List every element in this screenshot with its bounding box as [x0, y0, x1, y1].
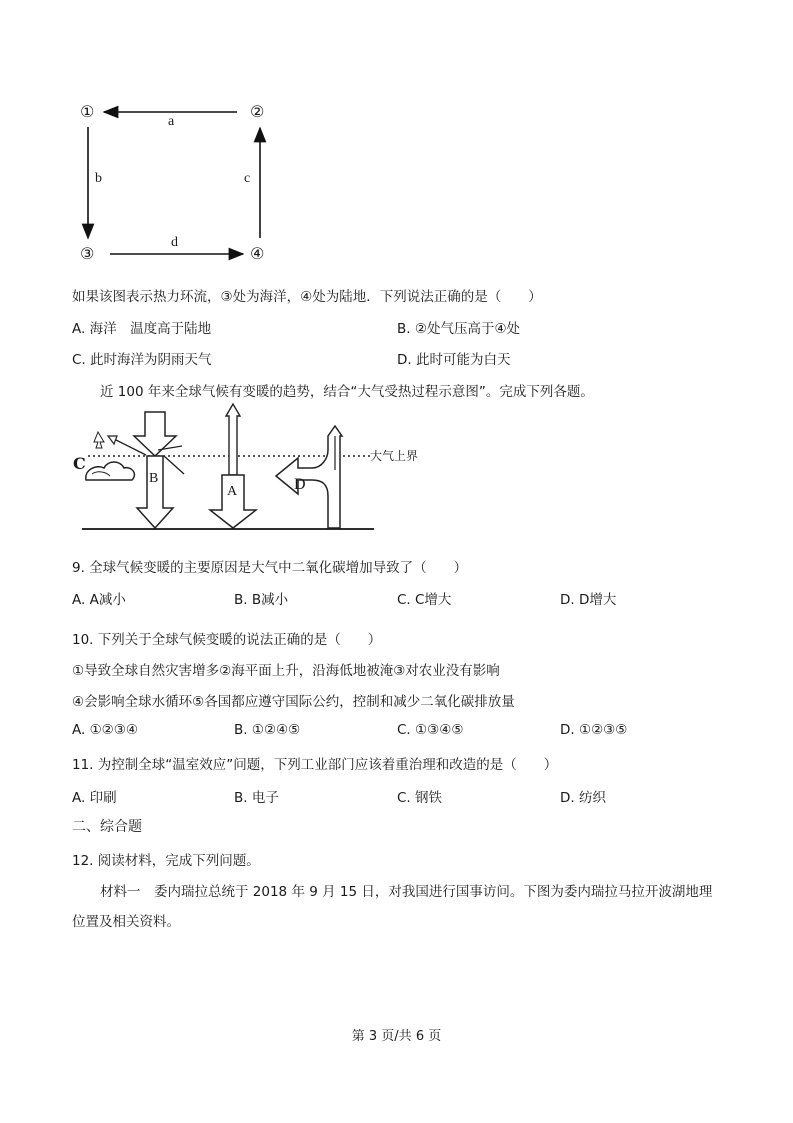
- q11-option-a: A. 印刷: [72, 790, 117, 806]
- q8-option-a: A. 海洋 温度高于陆地: [72, 321, 212, 337]
- circulation-arrows: [0, 0, 793, 300]
- q11-stem: 11. 为控制全球“温室效应”问题，下列工业部门应该着重治理和改造的是（ ）: [72, 757, 558, 773]
- section-heading: 二、综合题: [72, 819, 142, 835]
- diagram-label-a: A: [227, 484, 238, 499]
- q9-stem: 9. 全球气候变暖的主要原因是大气中二氧化碳增加导致了（ ）: [72, 560, 468, 576]
- q12-material-line2: 位置及相关资料。: [72, 914, 180, 930]
- q9-option-b: B. B减小: [234, 592, 289, 608]
- intro-text: 近 100 年来全球气候有变暖的趋势，结合“大气受热过程示意图”。完成下列各题。: [100, 384, 594, 400]
- edge-label-c: c: [244, 171, 251, 186]
- edge-label-b: b: [95, 171, 102, 186]
- diagram-label-d: D: [294, 476, 306, 493]
- q12-material-line1: 材料一 委内瑞拉总统于 2018 年 9 月 15 日，对我国进行国事访问。下图为委内瑞拉马拉开波湖地理: [100, 884, 713, 900]
- q9-option-d: D. D增大: [560, 592, 617, 608]
- q10-statements-line1: ①导致全球自然灾害增多②海平面上升，沿海低地被淹③对农业没有影响: [72, 663, 500, 679]
- q10-statements-line2: ④会影响全球水循环⑤各国都应遵守国际公约，控制和减少二氧化碳排放量: [72, 694, 515, 710]
- node-4: ④: [250, 244, 265, 263]
- q8-option-b: B. ②处气压高于④处: [397, 321, 521, 337]
- node-3: ③: [80, 244, 95, 263]
- q8-option-c: C. 此时海洋为阴雨天气: [72, 352, 212, 368]
- q10-option-d: D. ①②③⑤: [560, 722, 628, 738]
- q10-option-b: B. ①②④⑤: [234, 722, 301, 738]
- q8-option-d: D. 此时可能为白天: [397, 352, 511, 368]
- page-footer: 第 3 页/共 6 页: [351, 1029, 442, 1044]
- diagram-label-c: C: [73, 454, 86, 473]
- atmosphere-top-label: 大气上界: [370, 449, 419, 463]
- diagram-label-b: B: [149, 471, 159, 486]
- node-1: ①: [80, 102, 95, 121]
- q10-option-c: C. ①③④⑤: [397, 722, 464, 738]
- q12-stem: 12. 阅读材料，完成下列问题。: [72, 853, 260, 869]
- node-2: ②: [250, 102, 265, 121]
- q10-stem: 10. 下列关于全球气候变暖的说法正确的是（ ）: [72, 632, 382, 648]
- q11-option-b: B. 电子: [234, 790, 279, 806]
- q9-option-c: C. C增大: [397, 592, 452, 608]
- q9-option-a: A. A减小: [72, 592, 126, 608]
- edge-label-a: a: [168, 114, 175, 129]
- q11-option-c: C. 钢铁: [397, 790, 443, 806]
- q10-option-a: A. ①②③④: [72, 722, 138, 738]
- q8-stem: 如果该图表示热力环流，③处为海洋，④处为陆地．下列说法正确的是（ ）: [72, 289, 542, 305]
- q11-option-d: D. 纺织: [560, 790, 606, 806]
- heating-diagram-shapes: [0, 400, 793, 560]
- edge-label-d: d: [171, 235, 178, 250]
